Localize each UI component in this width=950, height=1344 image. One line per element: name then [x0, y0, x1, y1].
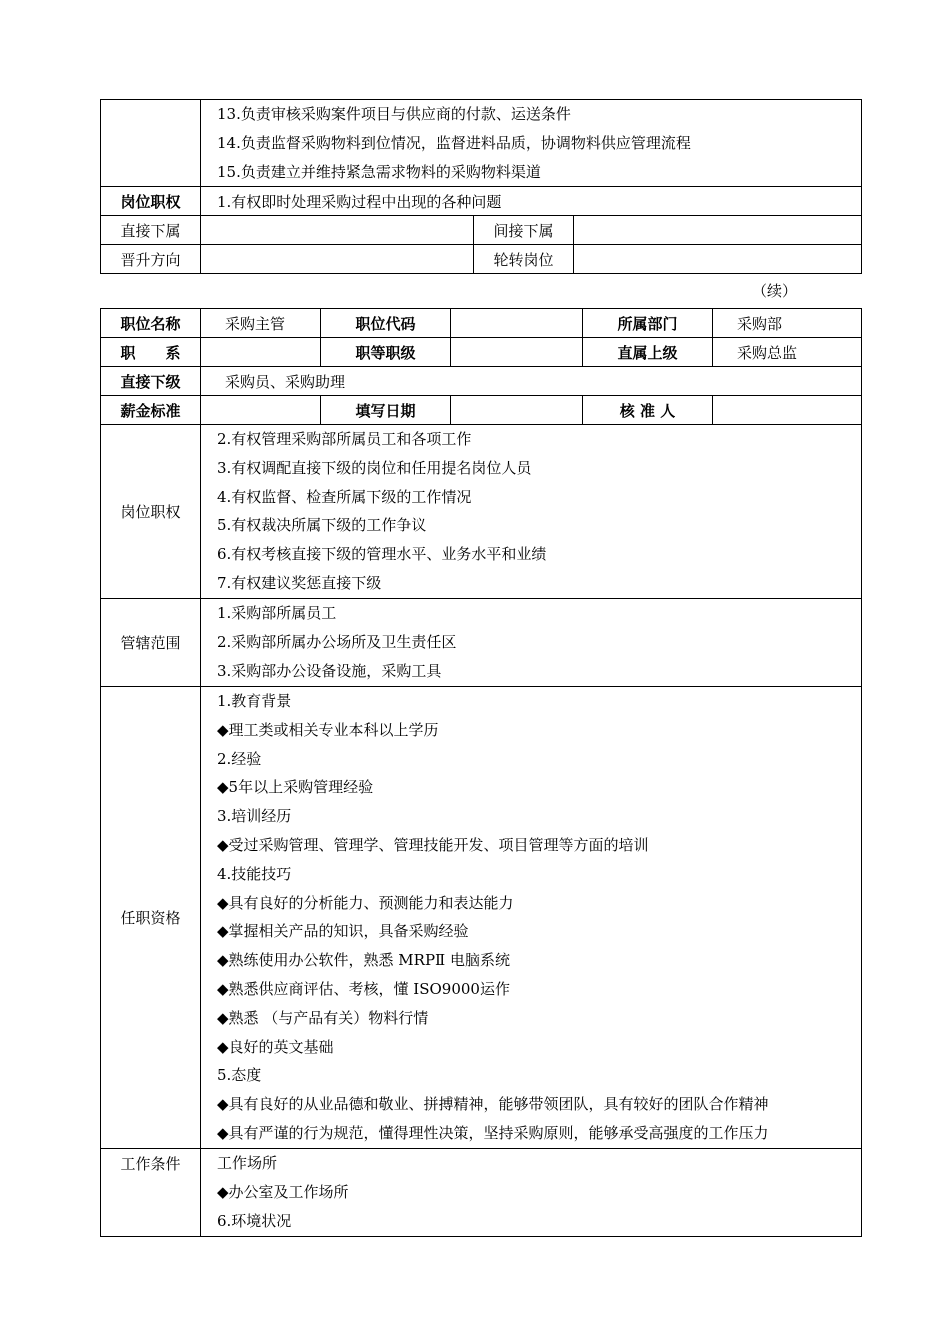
list-item: 4.技能技巧: [217, 864, 292, 883]
work-conditions-lines: [201, 1149, 862, 1237]
list-item: 2.采购部所属办公场所及卫生责任区: [217, 632, 457, 651]
list-item: 2.有权管理采购部所属员工和各项工作: [217, 430, 472, 448]
work-conditions-label: 工作条件: [101, 1149, 201, 1237]
top-table: [100, 99, 862, 274]
approver-label: 核 准 人: [583, 396, 713, 425]
duty-lines: [201, 100, 862, 187]
indirect-sub-value: [574, 216, 862, 245]
superior-label: 直属上级: [583, 338, 713, 367]
list-item: 5.态度: [217, 1066, 262, 1085]
list-item: ◆良好的英文基础: [217, 1037, 334, 1056]
list-item: 3.有权调配直接下级的岗位和任用提名岗位人员: [217, 458, 532, 477]
department-label: 所属部门: [583, 309, 713, 338]
promotion-value: [201, 245, 474, 274]
series-value: [201, 338, 321, 367]
salary-label: 薪金标准: [101, 396, 201, 425]
direct-sub-value: [201, 216, 474, 245]
list-item: 3.培训经历: [217, 807, 292, 826]
scope-lines: [201, 599, 862, 687]
authority-lines: [201, 425, 862, 599]
list-item: 4.有权监督、检查所属下级的工作情况: [217, 487, 472, 506]
list-item: 1.采购部所属员工: [217, 604, 337, 622]
grade-value: [451, 338, 583, 367]
list-item: ◆受过采购管理、管理学、管理技能开发、项目管理等方面的培训: [217, 835, 649, 854]
list-item: 13.负责审核采购案件项目与供应商的付款、运送条件: [217, 105, 571, 123]
list-item: ◆5年以上采购管理经验: [217, 778, 374, 797]
rotation-label: 轮转岗位: [474, 245, 574, 274]
list-item: 5.有权裁决所属下级的工作争议: [217, 516, 427, 535]
list-item: 工作场所: [217, 1154, 278, 1172]
position-code-value: [451, 309, 583, 338]
list-item: 3.采购部办公设备设施，采购工具: [217, 661, 442, 680]
qualification-lines: [201, 687, 862, 1149]
list-item: 1.教育背景: [217, 692, 292, 710]
list-item: ◆熟练使用办公软件，熟悉 MRPⅡ 电脑系统: [217, 951, 511, 970]
position-code-label: 职位代码: [321, 309, 451, 338]
subordinate-label: 直接下级: [101, 367, 201, 396]
grade-label: 职等职级: [321, 338, 451, 367]
list-item: 14.负责监督采购物料到位情况，监督进料品质，协调物料供应管理流程: [217, 133, 691, 152]
superior-value: 采购总监: [713, 338, 862, 367]
list-item: 2.经验: [217, 749, 262, 768]
position-name-value: 采购主管: [201, 309, 321, 338]
list-item: ◆办公室及工作场所: [217, 1182, 349, 1201]
list-item: ◆理工类或相关专业本科以上学历: [217, 720, 439, 739]
continued-label: （续）: [752, 282, 798, 300]
position-name-label: 职位名称: [101, 309, 201, 338]
list-item: ◆熟悉 （与产品有关）物料行情: [217, 1008, 429, 1027]
scope-label: 管辖范围: [101, 599, 201, 687]
list-item: ◆具有严谨的行为规范，懂得理性决策，坚持采购原则，能够承受高强度的工作压力: [217, 1123, 769, 1142]
job-description-table: [100, 308, 862, 1237]
fill-date-label: 填写日期: [321, 396, 451, 425]
duty-row: [101, 100, 862, 187]
list-item: ◆熟悉供应商评估、考核，懂 ISO9000运作: [217, 979, 510, 998]
duty-label-cell: [101, 100, 201, 187]
department-value: 采购部: [713, 309, 862, 338]
list-item: 6.有权考核直接下级的管理水平、业务水平和业绩: [217, 545, 547, 564]
rotation-value: [574, 245, 862, 274]
direct-sub-label: 直接下属: [101, 216, 201, 245]
list-item: 7.有权建议奖惩直接下级: [217, 573, 382, 592]
promotion-label: 晋升方向: [101, 245, 201, 274]
list-item: 15.负责建立并维持紧急需求物料的采购物料渠道: [217, 162, 541, 181]
list-item: ◆具有良好的从业品德和敬业、拼搏精神，能够带领团队，具有较好的团队合作精神: [217, 1095, 769, 1114]
subordinate-value: 采购员、采购助理: [201, 367, 862, 396]
authority-line: 1.有权即时处理采购过程中出现的各种问题: [201, 187, 862, 216]
list-item: ◆具有良好的分析能力、预测能力和表达能力: [217, 893, 514, 912]
authority-section-label: 岗位职权: [101, 425, 201, 599]
indirect-sub-label: 间接下属: [474, 216, 574, 245]
list-item: 6.环境状况: [217, 1211, 292, 1230]
salary-value: [201, 396, 321, 425]
list-item: ◆掌握相关产品的知识，具备采购经验: [217, 922, 469, 941]
fill-date-value: [451, 396, 583, 425]
series-label: 职 系: [101, 338, 201, 367]
approver-value: [713, 396, 862, 425]
authority-label: 岗位职权: [101, 187, 201, 216]
qualification-label: 任职资格: [101, 687, 201, 1149]
